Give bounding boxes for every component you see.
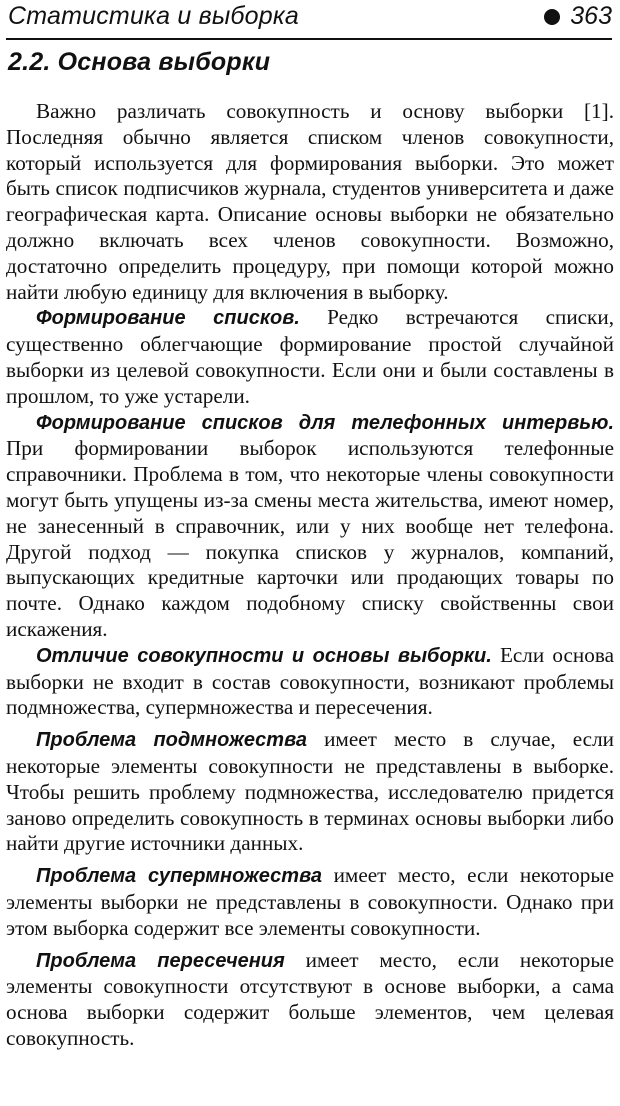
running-header xyxy=(6,0,612,40)
page-number-group xyxy=(544,2,612,31)
paragraph-text: имеет место в случае, если некоторые элементы совокупности не представлены в выборке. Чтобы решить проблему подмножества, исследователю придется заново определить совокупность в терминах основы выборки либо найти другие источники данных. xyxy=(6,727,614,856)
paragraph-phone-lists xyxy=(6,410,614,643)
paragraph-intro xyxy=(6,99,614,305)
body-text xyxy=(6,99,614,1052)
paragraph-lead: Отличие совокупности и основы выборки. xyxy=(36,644,492,667)
paragraph-text: имеет место, если некоторые элементы выборки не представлены в совокупности. Однако при этом выборка содержит все элементы совокупности. xyxy=(6,863,614,940)
paragraph-text: При формировании выборок используются телефонные справочники. Проблема в том, что некоторые члены совокупности могут быть упущены из-за смены места жительства, имеют номер, не занесенный в справочник, или у них вообще нет телефона. Другой подход — покупка списков у журналов, компаний, выпускающих кредитные карточки или продающих товары по почте. Однако каждом подобному списку свойственны свои искажения. xyxy=(6,436,614,641)
paragraph-text: Если основа выборки не входит в состав совокупности, возникают проблемы подмножества, супермножества и пересечения. xyxy=(6,642,614,720)
paragraph-text: Важно различать совокупность и основу выборки [1]. Последняя обычно является списком членов совокупности, который используется для формирования выборки. Это может быть список подписчиков журнала, студентов университета и даже географическая карта. Описание основы выборки не обязательно должно включать всех членов совокупности. Возможно, достаточно определить процедуру, при помощи которой можно найти любую единицу для включения в выборку. xyxy=(6,99,614,304)
paragraph-text: имеет место, если некоторые элементы совокупности отсутствуют в основе выборки, а сама основа выборки содержит больше элементов, чем целевая совокупность. xyxy=(6,947,614,1050)
paragraph-lead: Формирование списков. xyxy=(36,307,300,330)
running-title: Статистика и выборка xyxy=(8,2,299,30)
paragraph-population-vs-frame xyxy=(6,643,614,721)
bullet-dot-icon xyxy=(544,9,560,25)
section-title: 2.2. Основа выборки xyxy=(8,48,271,76)
page-number: 363 xyxy=(570,2,612,30)
paragraph-lead: Проблема подмножества xyxy=(36,729,308,752)
paragraph-text: Редко встречаются списки, существенно облегчающие формирование простой случайной выборки из целевой совокупности. Если они и были составлены в прошлом, то уже устарели. xyxy=(6,305,614,408)
paragraph-lead: Формирование списков для телефонных интервью. xyxy=(36,411,614,434)
paragraph-lead: Проблема пересечения xyxy=(36,949,285,972)
paragraph-lead: Проблема супермножества xyxy=(36,865,323,888)
paragraph-subset-problem xyxy=(6,727,614,857)
paragraph-list-formation xyxy=(6,305,614,409)
paragraph-superset-problem xyxy=(6,863,614,941)
paragraph-intersection-problem xyxy=(6,948,614,1052)
